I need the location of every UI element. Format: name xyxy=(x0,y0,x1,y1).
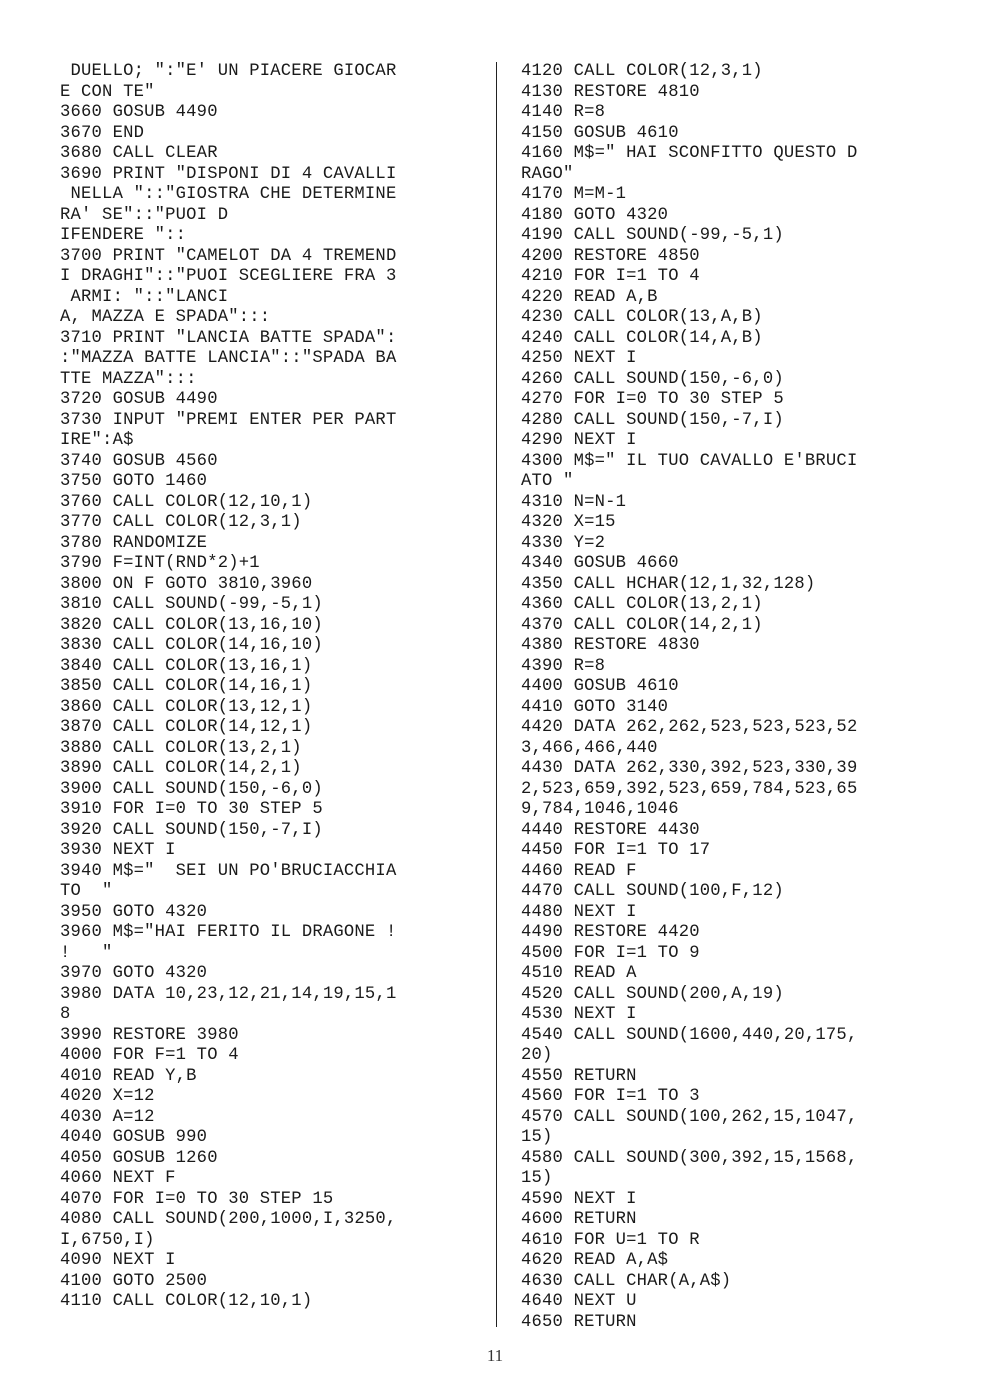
code-line: E CON TE" xyxy=(60,82,155,102)
code-line: 3940 M$=" SEI UN PO'BRUCIACCHIA xyxy=(60,861,397,881)
code-line: 4260 CALL SOUND(150,-6,0) xyxy=(521,369,784,389)
code-line: 3890 CALL COLOR(14,2,1) xyxy=(60,759,302,778)
code-line: 4530 NEXT I xyxy=(521,1005,637,1024)
code-line: ! " xyxy=(60,943,113,963)
code-line: 4540 CALL SOUND(1600,440,20,175, xyxy=(521,1025,858,1045)
code-line: 4100 GOTO 2500 xyxy=(60,1271,208,1291)
code-line: 4130 RESTORE 4810 xyxy=(521,82,700,102)
code-line: 3980 DATA 10,23,12,21,14,19,15,1 xyxy=(60,984,397,1004)
code-line: TO " xyxy=(60,882,113,901)
code-line: 3880 CALL COLOR(13,2,1) xyxy=(60,738,302,758)
code-line: 3930 NEXT I xyxy=(60,841,176,860)
code-line: 2,523,659,392,523,659,784,523,65 xyxy=(521,779,858,799)
code-line: 4630 CALL CHAR(A,A$) xyxy=(521,1271,732,1291)
code-line: 4250 NEXT I xyxy=(521,349,637,368)
code-line: 4410 GOTO 3140 xyxy=(521,697,669,717)
code-line: 4380 RESTORE 4830 xyxy=(521,636,700,655)
code-line: 4270 FOR I=0 TO 30 STEP 5 xyxy=(521,390,784,409)
code-line: 4280 CALL SOUND(150,-7,I) xyxy=(521,410,784,430)
code-line: 4560 FOR I=1 TO 3 xyxy=(521,1087,700,1106)
code-line: 3,466,466,440 xyxy=(521,738,658,758)
code-line: 4610 FOR U=1 TO R xyxy=(521,1230,700,1250)
code-line: 4000 FOR F=1 TO 4 xyxy=(60,1046,239,1065)
code-line: 4370 CALL COLOR(14,2,1) xyxy=(521,615,763,635)
code-line: 4230 CALL COLOR(13,A,B) xyxy=(521,308,763,327)
code-line: 4330 Y=2 xyxy=(521,533,606,553)
code-line: 15) xyxy=(521,1128,553,1147)
code-line: 3800 ON F GOTO 3810,3960 xyxy=(60,574,313,594)
code-line: 3860 CALL COLOR(13,12,1) xyxy=(60,697,313,717)
code-line: 4140 R=8 xyxy=(521,103,606,122)
code-line: 4490 RESTORE 4420 xyxy=(521,923,700,942)
code-line: 3790 F=INT(RND*2)+1 xyxy=(60,554,260,573)
code-line: RAGO" xyxy=(521,164,574,184)
code-line: 4290 NEXT I xyxy=(521,431,637,450)
code-line: 4240 CALL COLOR(14,A,B) xyxy=(521,328,763,348)
code-line: 4400 GOSUB 4610 xyxy=(521,677,679,696)
code-line: 4320 X=15 xyxy=(521,513,616,532)
code-line: 3970 GOTO 4320 xyxy=(60,964,208,983)
code-line: 3720 GOSUB 4490 xyxy=(60,390,218,409)
code-line: 4120 CALL COLOR(12,3,1) xyxy=(521,62,763,81)
code-line: 3740 GOSUB 4560 xyxy=(60,451,218,471)
code-line: 4110 CALL COLOR(12,10,1) xyxy=(60,1292,313,1311)
code-line: 4440 RESTORE 4430 xyxy=(521,820,700,840)
page-number: 11 xyxy=(486,1346,504,1365)
code-line: 4310 N=N-1 xyxy=(521,492,627,512)
code-line: 3730 INPUT "PREMI ENTER PER PART xyxy=(60,410,397,430)
code-line: 4360 CALL COLOR(13,2,1) xyxy=(521,595,763,614)
code-line: 4220 READ A,B xyxy=(521,287,658,307)
code-line: 4030 A=12 xyxy=(60,1107,155,1127)
code-line: IFENDERE ":: xyxy=(60,226,187,245)
code-line: 4010 READ Y,B xyxy=(60,1066,197,1086)
code-line: 4420 DATA 262,262,523,523,523,52 xyxy=(521,718,858,737)
code-line: 3770 CALL COLOR(12,3,1) xyxy=(60,513,302,532)
code-line: 4430 DATA 262,330,392,523,330,39 xyxy=(521,759,858,778)
code-line: 4450 FOR I=1 TO 17 xyxy=(521,841,711,860)
code-line: NELLA "::"GIOSTRA CHE DETERMINE xyxy=(60,185,397,204)
code-line: 3750 GOTO 1460 xyxy=(60,472,208,491)
code-line: 3810 CALL SOUND(-99,-5,1) xyxy=(60,595,323,614)
code-line: 3820 CALL COLOR(13,16,10) xyxy=(60,615,323,635)
code-line: 4520 CALL SOUND(200,A,19) xyxy=(521,984,784,1004)
code-line: 3670 END xyxy=(60,123,145,143)
code-line: 3700 PRINT "CAMELOT DA 4 TREMEND xyxy=(60,246,397,266)
code-line: 4590 NEXT I xyxy=(521,1189,637,1209)
code-line: 4620 READ A,A$ xyxy=(521,1251,669,1270)
code-line: 3910 FOR I=0 TO 30 STEP 5 xyxy=(60,800,323,819)
code-line: 4480 NEXT I xyxy=(521,902,637,922)
code-line: 4210 FOR I=1 TO 4 xyxy=(521,267,700,286)
code-line: 4550 RETURN xyxy=(521,1066,637,1086)
code-line: 4580 CALL SOUND(300,392,15,1568, xyxy=(521,1148,858,1168)
code-line: 4180 GOTO 4320 xyxy=(521,205,669,225)
code-line: TTE MAZZA"::: xyxy=(60,369,197,389)
code-line: 3870 CALL COLOR(14,12,1) xyxy=(60,718,313,737)
code-line: 4020 X=12 xyxy=(60,1087,155,1106)
code-line: 4350 CALL HCHAR(12,1,32,128) xyxy=(521,574,816,594)
code-line: 4190 CALL SOUND(-99,-5,1) xyxy=(521,226,784,245)
code-line: 8 xyxy=(60,1005,71,1024)
code-line: 4570 CALL SOUND(100,262,15,1047, xyxy=(521,1107,858,1127)
code-line: 4340 GOSUB 4660 xyxy=(521,554,679,573)
code-line: I,6750,I) xyxy=(60,1230,155,1250)
code-line: ATO " xyxy=(521,472,574,491)
code-line: 15) xyxy=(521,1169,553,1188)
code-line: 4390 R=8 xyxy=(521,656,606,676)
code-line: 4160 M$=" HAI SCONFITTO QUESTO D xyxy=(521,144,858,163)
code-line: 3830 CALL COLOR(14,16,10) xyxy=(60,636,323,655)
code-line: 3690 PRINT "DISPONI DI 4 CAVALLI xyxy=(60,164,397,184)
code-line: 4470 CALL SOUND(100,F,12) xyxy=(521,882,784,901)
code-line: 20) xyxy=(521,1046,553,1065)
code-line: 3900 CALL SOUND(150,-6,0) xyxy=(60,779,323,799)
code-line: 3920 CALL SOUND(150,-7,I) xyxy=(60,820,323,840)
code-line: 3680 CALL CLEAR xyxy=(60,144,218,163)
code-line: :"MAZZA BATTE LANCIA"::"SPADA BA xyxy=(60,349,397,368)
code-line: 4060 NEXT F xyxy=(60,1169,176,1188)
code-line: 4090 NEXT I xyxy=(60,1251,176,1270)
code-line: A, MAZZA E SPADA"::: xyxy=(60,308,271,327)
code-line: RA' SE"::"PUOI D xyxy=(60,205,229,225)
code-line: I DRAGHI"::"PUOI SCEGLIERE FRA 3 xyxy=(60,267,397,286)
code-listing-right-column xyxy=(521,62,961,1333)
code-line: 3960 M$="HAI FERITO IL DRAGONE ! xyxy=(60,923,397,942)
code-line: 4170 M=M-1 xyxy=(521,185,627,204)
code-line: 4650 RETURN xyxy=(521,1312,637,1332)
code-line: 4150 GOSUB 4610 xyxy=(521,123,679,143)
code-line: 4510 READ A xyxy=(521,964,637,983)
code-line: ARMI: "::"LANCI xyxy=(60,287,229,307)
code-line: 3710 PRINT "LANCIA BATTE SPADA": xyxy=(60,328,397,348)
code-line: 3780 RANDOMIZE xyxy=(60,533,208,553)
code-line: IRE":A$ xyxy=(60,431,134,450)
code-line: 4200 RESTORE 4850 xyxy=(521,246,700,266)
code-line: 3660 GOSUB 4490 xyxy=(60,103,218,122)
code-line: 4070 FOR I=0 TO 30 STEP 15 xyxy=(60,1189,334,1209)
code-line: 9,784,1046,1046 xyxy=(521,800,679,819)
code-line: DUELLO; ":"E' UN PIACERE GIOCAR xyxy=(60,62,397,81)
code-line: 4600 RETURN xyxy=(521,1210,637,1229)
code-line: 3850 CALL COLOR(14,16,1) xyxy=(60,677,313,696)
code-line: 4460 READ F xyxy=(521,861,637,881)
code-line: 3950 GOTO 4320 xyxy=(60,902,208,922)
code-line: 4500 FOR I=1 TO 9 xyxy=(521,943,700,963)
code-line: 3840 CALL COLOR(13,16,1) xyxy=(60,656,313,676)
code-line: 4080 CALL SOUND(200,1000,I,3250, xyxy=(60,1210,397,1229)
code-line: 3760 CALL COLOR(12,10,1) xyxy=(60,492,313,512)
code-line: 4640 NEXT U xyxy=(521,1292,637,1311)
code-line: 4050 GOSUB 1260 xyxy=(60,1148,218,1168)
code-line: 4040 GOSUB 990 xyxy=(60,1128,208,1147)
code-line: 3990 RESTORE 3980 xyxy=(60,1025,239,1045)
code-line: 4300 M$=" IL TUO CAVALLO E'BRUCI xyxy=(521,451,858,471)
code-listing-left-column xyxy=(60,62,480,1313)
column-divider xyxy=(496,62,497,1327)
